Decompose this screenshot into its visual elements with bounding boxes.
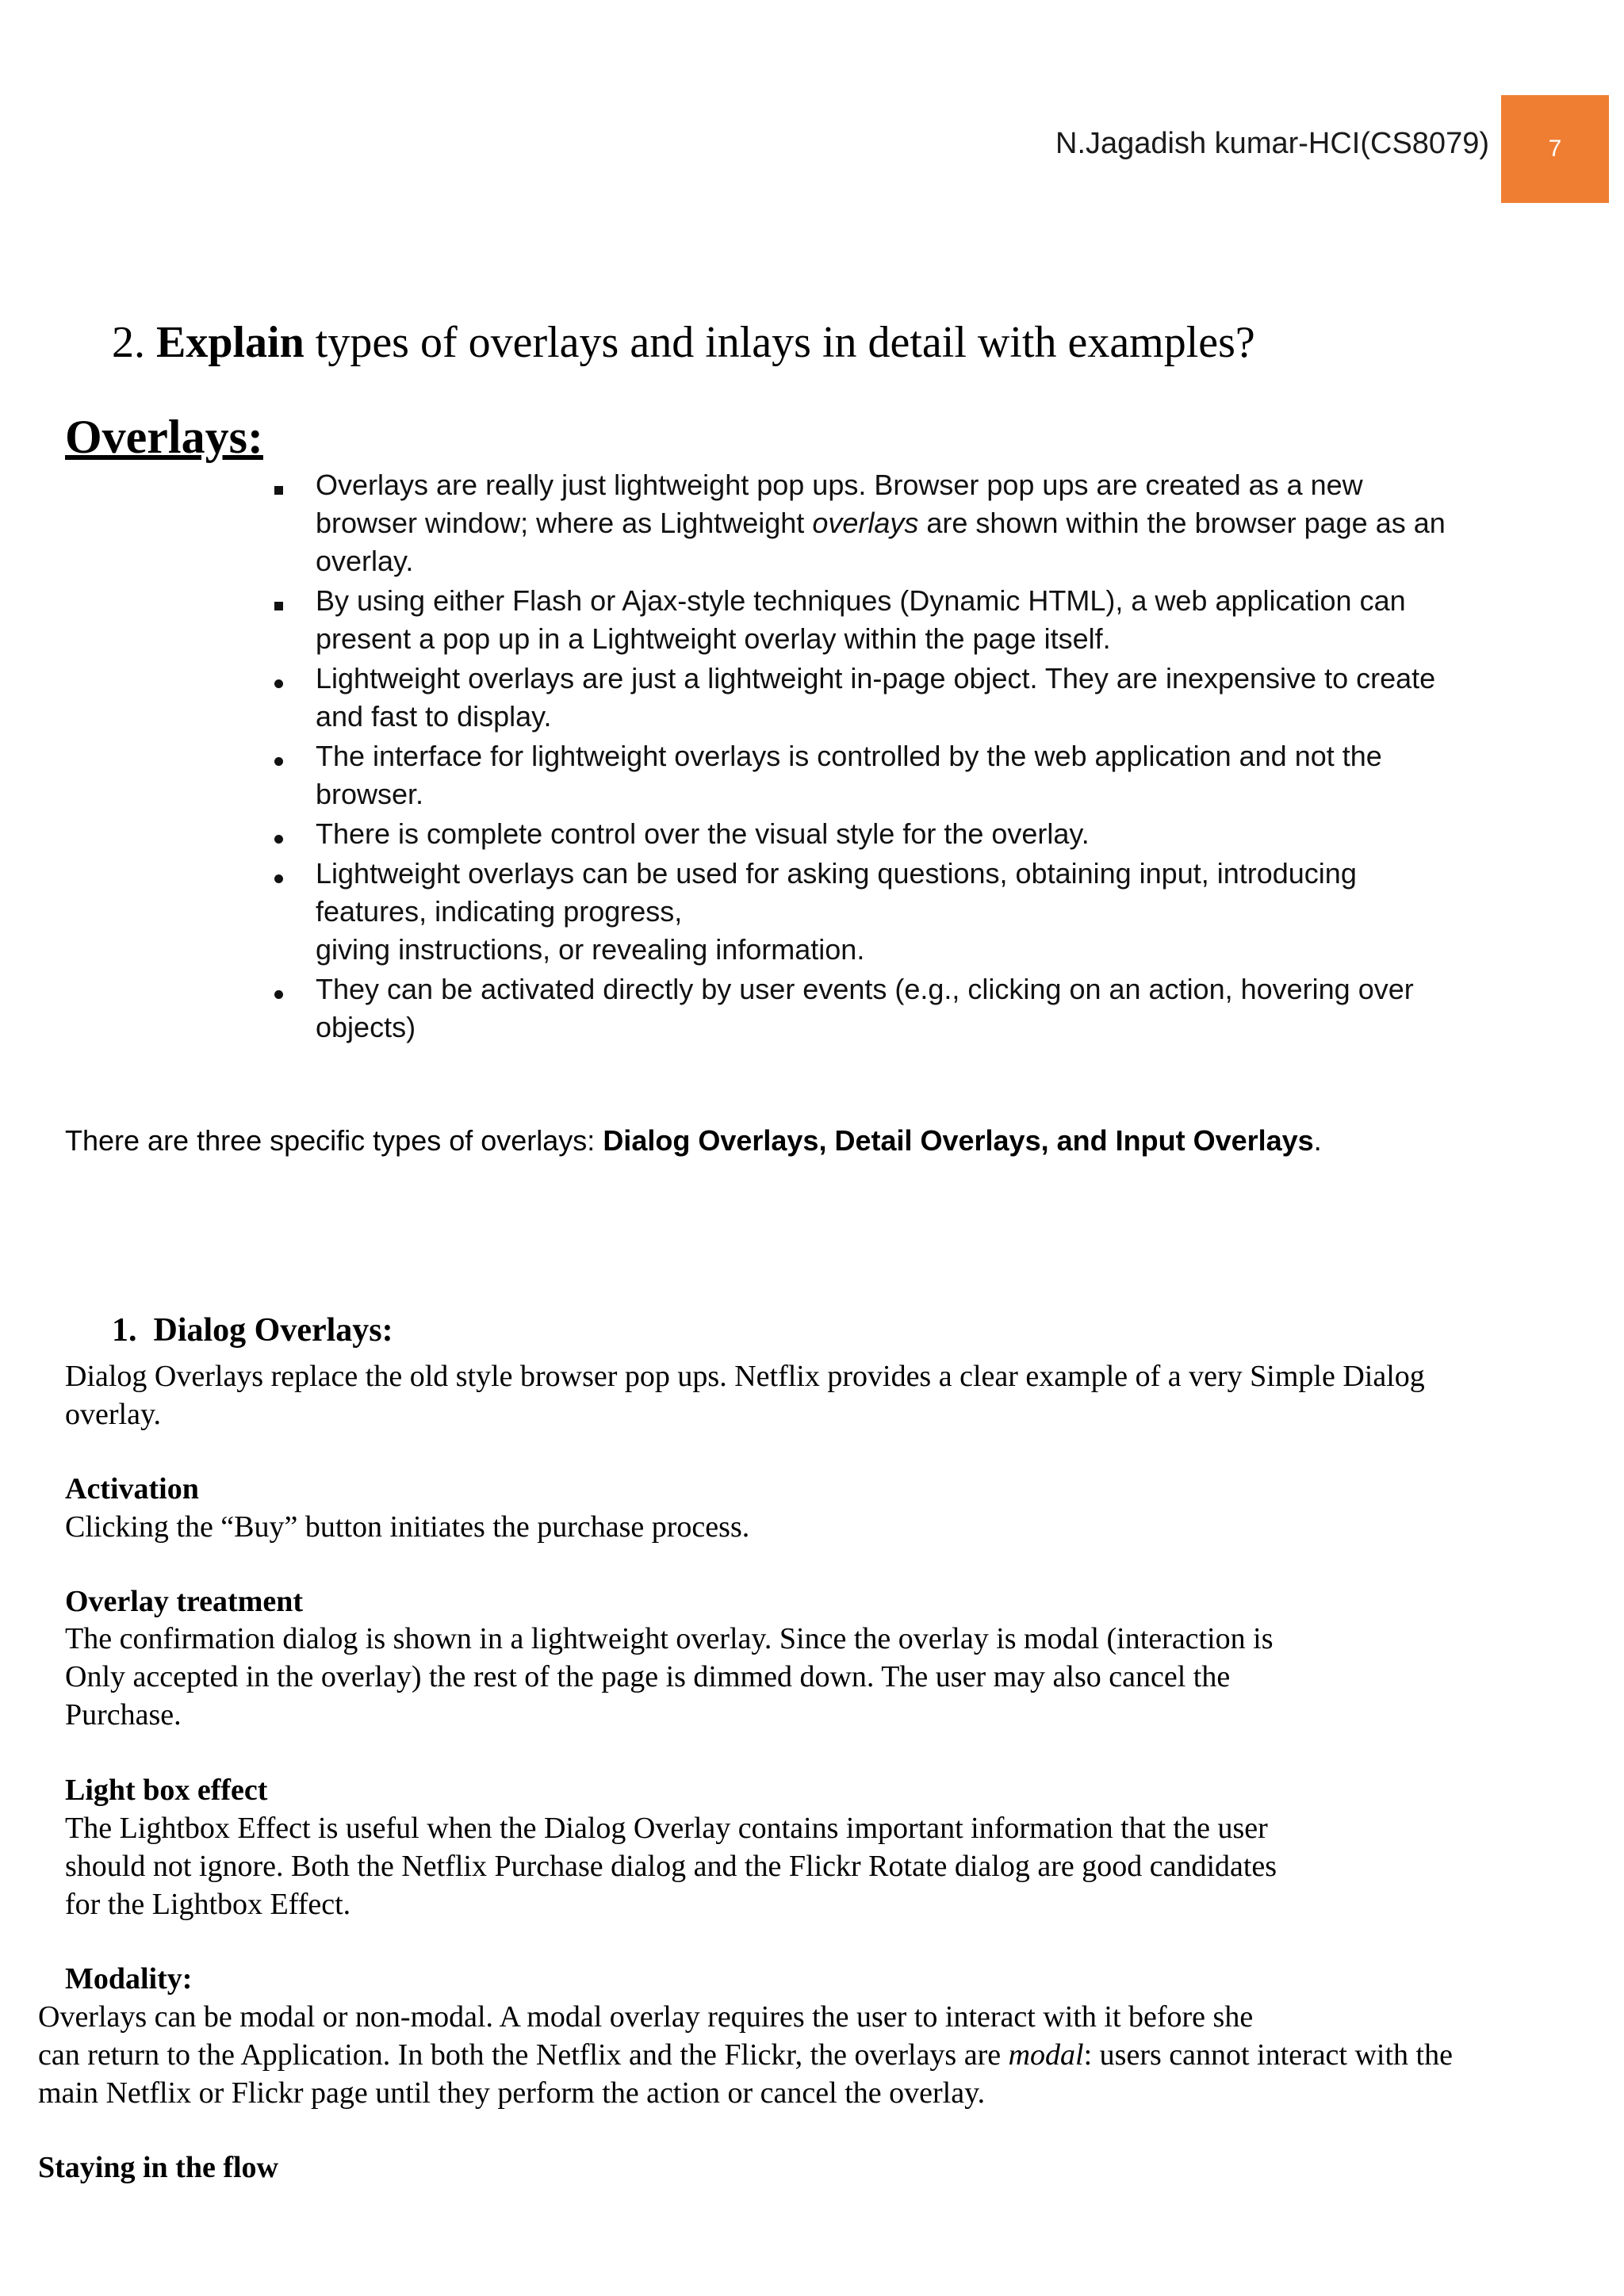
question-number: 2. — [112, 318, 145, 367]
treatment-line: Purchase. — [65, 1698, 182, 1732]
overlays-heading: Overlays: — [65, 411, 263, 463]
square-bullet-icon — [266, 466, 290, 504]
question-text: types of overlays and inlays in detail with examples? — [304, 318, 1255, 367]
overlay-types-sentence — [65, 1124, 1322, 1158]
list-item — [262, 970, 1578, 1047]
bullet-text: There is complete control over the visual style for the overlay. — [316, 817, 1090, 850]
overlay-bullet-list — [262, 466, 1578, 1048]
activation-label: Activation — [65, 1472, 199, 1506]
lightbox-line: should not ignore. Both the Netflix Purchase dialog and the Flickr Rotate dialog are good candidates — [65, 1850, 1277, 1883]
dialog-overlays-heading — [112, 1311, 393, 1349]
types-prefix: There are three specific types of overlays: — [65, 1124, 603, 1157]
bullet-text: Lightweight overlays are just a lightweight in-page object. They are inexpensive to create — [316, 662, 1436, 695]
modality-line — [38, 2036, 1592, 2074]
list-item — [262, 737, 1578, 813]
bullet-text: browser window; where as Lightweight — [316, 507, 813, 539]
dot-bullet-icon — [266, 855, 290, 893]
lightbox-line: The Lightbox Effect is useful when the Dialog Overlay contains important information that the user — [65, 1812, 1268, 1845]
bullet-text: They can be activated directly by user events (e.g., clicking on an action, hovering over — [316, 973, 1414, 1005]
types-suffix: . — [1313, 1124, 1322, 1157]
modality-line-part: can return to the Application. In both the Netflix and the Flickr, the overlays are — [38, 2038, 1009, 2072]
bullet-text: The interface for lightweight overlays is controlled by the web application and not the — [316, 740, 1382, 772]
modality-italic: modal — [1008, 2038, 1084, 2072]
treatment-label: Overlay treatment — [65, 1585, 304, 1618]
intro-line: overlay. — [65, 1398, 161, 1431]
list-item — [262, 855, 1578, 969]
modality-text — [38, 1998, 1592, 2112]
dot-bullet-icon — [266, 660, 290, 698]
lightbox-label: Light box effect — [65, 1774, 268, 1807]
bullet-text: Lightweight overlays can be used for asking questions, obtaining input, introducing — [316, 857, 1357, 890]
bullet-text: features, indicating progress, — [316, 895, 683, 928]
treatment-line: Only accepted in the overlay) the rest of the page is dimmed down. The user may also cancel the — [65, 1660, 1231, 1693]
modality-line: Overlays can be modal or non-modal. A modal overlay requires the user to interact with it before she — [38, 2000, 1254, 2034]
bullet-text: giving instructions, or revealing information. — [316, 933, 865, 966]
square-bullet-icon — [266, 582, 290, 620]
intro-line: Dialog Overlays replace the old style browser pop ups. Netflix provides a clear example of a very Simple Dialog — [65, 1360, 1425, 1393]
question-verb: Explain — [156, 318, 304, 367]
section-title: Dialog Overlays: — [153, 1312, 393, 1349]
bullet-text: present a pop up in a Lightweight overlay within the page itself. — [316, 622, 1111, 655]
treatment-text — [65, 1620, 1572, 1734]
list-item — [262, 660, 1578, 736]
bullet-text: browser. — [316, 778, 424, 810]
question-title — [112, 317, 1255, 368]
dialog-intro — [65, 1357, 1572, 1433]
bullet-text: and fast to display. — [316, 700, 552, 733]
staying-in-flow-label: Staying in the flow — [38, 2151, 278, 2184]
bullet-text: overlay. — [316, 545, 414, 577]
dot-bullet-icon — [266, 970, 290, 1008]
treatment-line: The confirmation dialog is shown in a lightweight overlay. Since the overlay is modal (interaction is — [65, 1622, 1274, 1655]
modality-line-part: : users cannot interact with the — [1083, 2038, 1453, 2072]
modality-label: Modality: — [65, 1962, 193, 1996]
bullet-text: are shown within the browser page as an — [918, 507, 1446, 539]
modality-line: main Netflix or Flickr page until they perform the action or cancel the overlay. — [38, 2076, 986, 2110]
bullet-italic: overlays — [812, 507, 919, 539]
activation-text: Clicking the “Buy” button initiates the purchase process. — [65, 1510, 750, 1544]
list-item — [262, 815, 1578, 853]
lightbox-text — [65, 1809, 1572, 1923]
bullet-text: Overlays are really just lightweight pop ups. Browser pop ups are created as a new — [316, 469, 1363, 501]
running-header: N.Jagadish kumar-HCI(CS8079) — [1055, 127, 1489, 160]
dot-bullet-icon — [266, 737, 290, 775]
bullet-text: By using either Flash or Ajax-style techniques (Dynamic HTML), a web application can — [316, 584, 1406, 617]
section-number: 1. — [112, 1312, 137, 1349]
bullet-text: objects) — [316, 1011, 416, 1043]
dot-bullet-icon — [266, 815, 290, 853]
page-number: 7 — [1548, 136, 1562, 162]
page-number-badge — [1501, 95, 1609, 203]
lightbox-line: for the Lightbox Effect. — [65, 1888, 351, 1921]
types-list: Dialog Overlays, Detail Overlays, and Input Overlays — [603, 1124, 1314, 1157]
list-item — [262, 466, 1578, 580]
list-item — [262, 582, 1578, 658]
